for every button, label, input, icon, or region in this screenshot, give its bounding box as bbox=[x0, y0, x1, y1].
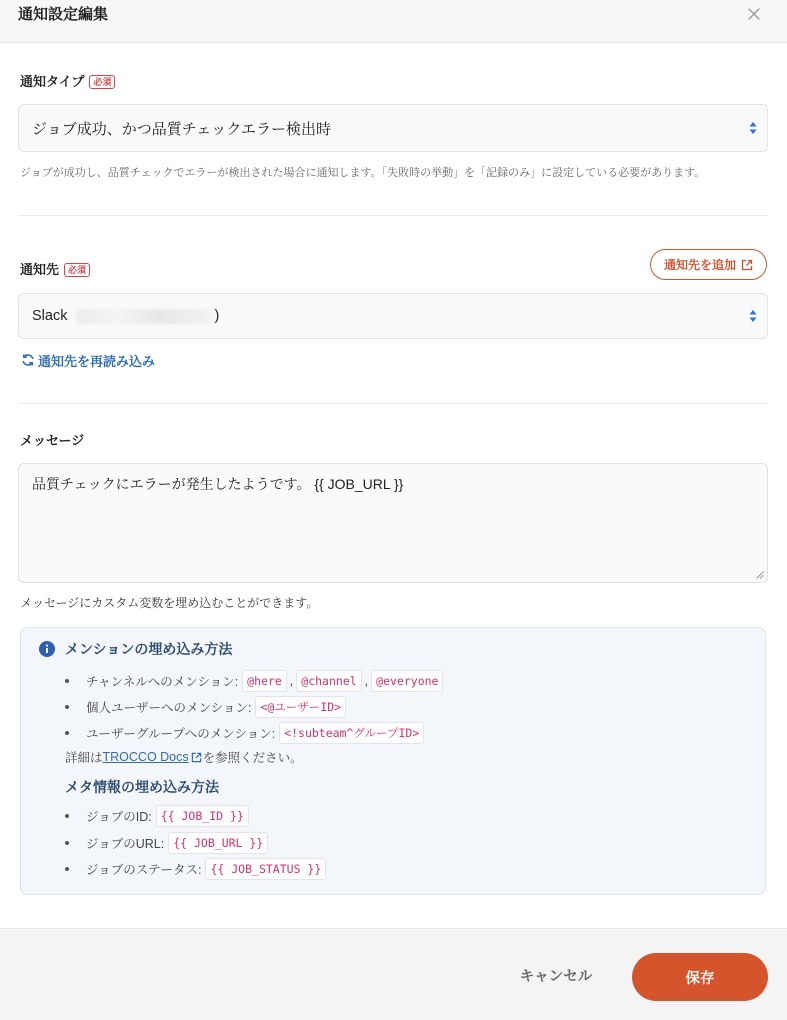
code-snippet: <!subteam^グループID> bbox=[279, 722, 424, 744]
list-item-label: ジョブのURL: bbox=[86, 837, 165, 851]
list-item-job-url bbox=[65, 830, 268, 856]
notification-type-select[interactable] bbox=[18, 104, 768, 152]
notification-type-label-text: 通知タイプ bbox=[20, 74, 85, 89]
list-item-job-status bbox=[65, 856, 326, 882]
modal-title: 通知設定編集 bbox=[18, 6, 109, 23]
code-snippet: {{ JOB_STATUS }} bbox=[205, 858, 326, 880]
info-icon bbox=[39, 641, 55, 657]
bullet bbox=[65, 705, 69, 709]
close-icon[interactable] bbox=[747, 7, 761, 21]
code-snippet: @everyone bbox=[371, 670, 443, 692]
notification-type-help: ジョブが成功し、品質チェックでエラーが検出された場合に通知します。「失敗時の挙動」を「記録のみ」に設定している必要があります。 bbox=[20, 167, 706, 179]
message-textarea[interactable] bbox=[18, 463, 768, 583]
mention-section-title: メンションの埋め込み方法 bbox=[65, 641, 233, 657]
code-snippet: {{ JOB_ID }} bbox=[156, 805, 249, 827]
docs-suffix: を参照ください。 bbox=[202, 751, 303, 765]
add-destination-button-label: 通知先を追加 bbox=[663, 258, 736, 272]
list-item-job-id bbox=[65, 803, 249, 829]
trocco-docs-link[interactable]: TROCCO Docs bbox=[102, 750, 189, 764]
select-arrows-icon bbox=[749, 121, 757, 135]
destination-label bbox=[20, 261, 90, 279]
cancel-button[interactable]: キャンセル bbox=[519, 969, 593, 985]
list-item-label: ジョブのステータス: bbox=[86, 863, 202, 877]
code-snippet: {{ JOB_URL }} bbox=[168, 832, 268, 854]
bullet bbox=[65, 841, 69, 845]
list-item-user-mention bbox=[65, 694, 346, 720]
list-item-channel-mention bbox=[65, 668, 443, 694]
docs-prefix: 詳細は bbox=[65, 751, 103, 765]
divider bbox=[18, 403, 768, 404]
resize-handle-icon[interactable] bbox=[755, 570, 764, 579]
notification-type-label bbox=[20, 73, 115, 91]
bullet bbox=[65, 731, 69, 735]
notification-type-selected-value: ジョブ成功、かつ品質チェックエラー検出時 bbox=[32, 120, 331, 138]
reload-destinations-label: 通知先を再読み込み bbox=[38, 353, 156, 369]
separator: , bbox=[289, 674, 294, 688]
message-help: メッセージにカスタム変数を埋め込むことができます。 bbox=[20, 596, 319, 610]
separator: , bbox=[364, 674, 369, 688]
destination-select[interactable] bbox=[18, 293, 768, 339]
code-snippet: <@ユーザーID> bbox=[255, 696, 346, 718]
docs-reference bbox=[65, 745, 303, 769]
code-snippet: @channel bbox=[296, 670, 361, 692]
divider bbox=[18, 215, 768, 216]
save-button-label: 保存 bbox=[685, 970, 715, 987]
embedding-info-box bbox=[20, 627, 766, 895]
save-button[interactable] bbox=[632, 953, 768, 1001]
destination-selected-prefix: Slack bbox=[32, 308, 68, 324]
required-badge: 必須 bbox=[89, 75, 115, 89]
modal-header bbox=[0, 0, 787, 43]
code-snippet: @here bbox=[242, 670, 287, 692]
external-link-icon[interactable] bbox=[191, 752, 202, 763]
bullet bbox=[65, 867, 69, 871]
list-item-label: ユーザーグループへのメンション: bbox=[86, 727, 276, 741]
select-arrows-icon bbox=[749, 309, 757, 323]
reload-icon bbox=[21, 353, 35, 367]
destination-selected-suffix: ) bbox=[214, 308, 220, 324]
list-item-label: ジョブのID: bbox=[86, 810, 152, 824]
list-item-label: チャンネルへのメンション: bbox=[86, 675, 239, 689]
meta-section-title: メタ情報の埋め込み方法 bbox=[65, 779, 219, 795]
message-label bbox=[20, 432, 84, 450]
list-item-group-mention bbox=[65, 720, 424, 746]
bullet bbox=[65, 814, 69, 818]
redacted-text bbox=[76, 309, 214, 324]
external-link-icon bbox=[741, 259, 753, 271]
close-button[interactable] bbox=[747, 7, 761, 21]
list-item-label: 個人ユーザーへのメンション: bbox=[86, 701, 252, 715]
bullet bbox=[65, 679, 69, 683]
add-destination-button[interactable] bbox=[650, 249, 767, 280]
required-badge: 必須 bbox=[64, 263, 90, 277]
reload-destinations-link[interactable] bbox=[21, 351, 155, 369]
message-label-text: メッセージ bbox=[20, 433, 85, 448]
destination-label-text: 通知先 bbox=[20, 262, 60, 277]
